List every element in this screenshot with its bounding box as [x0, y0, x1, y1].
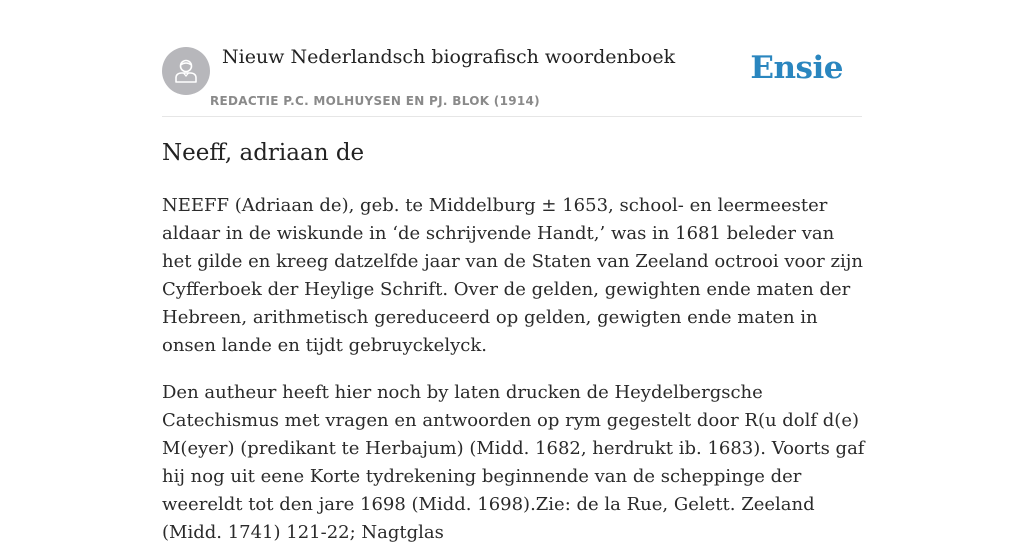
source-header: [162, 0, 862, 117]
source-title[interactable]: Nieuw Nederlandsch biografisch woordenboek: [222, 46, 676, 68]
ensie-logo[interactable]: Ensie: [750, 50, 843, 86]
entry-paragraph: NEEFF (Adriaan de), geb. te Middelburg ± 1653, school- en leermeester aldaar in de wiskunde in ‘de schrijvende Handt,’ was in 1681 beleder van het gilde en kreeg datzelfde jaar van de Staten van Zeeland octrooi voor zijn Cyfferboek der Heylige Schrift. Over de gelden, gewighten ende maten der Hebreen, arithmetisch gereduceerd op gelden, gewigten ende maten in onsen lande en tijdt gebruyckelyck.: [162, 195, 863, 356]
user-icon: [172, 57, 200, 85]
entry-paragraph: Den autheur heeft hier noch by laten drucken de Heydelbergsche Catechismus met vragen en antwoorden op rym gegestelt door R(u dolf d(e) M(eyer) (predikant te Herbajum) (Midd. 1682, herdrukt ib. 1683). Voorts gaf hij nog uit eene Korte tydrekening beginnende van de scheppinge der weereldt tot den jare 1698 (Midd. 1698).Zie: de la Rue, Gelett. Zeeland (Midd. 1741) 121-22; Nagtglas: [162, 382, 865, 543]
entry-title: Neeff, adriaan de: [162, 140, 365, 166]
page: [162, 0, 865, 543]
avatar: [162, 47, 210, 95]
source-subtitle: REDACTIE P.C. MOLHUYSEN EN PJ. BLOK (1914): [210, 94, 540, 108]
